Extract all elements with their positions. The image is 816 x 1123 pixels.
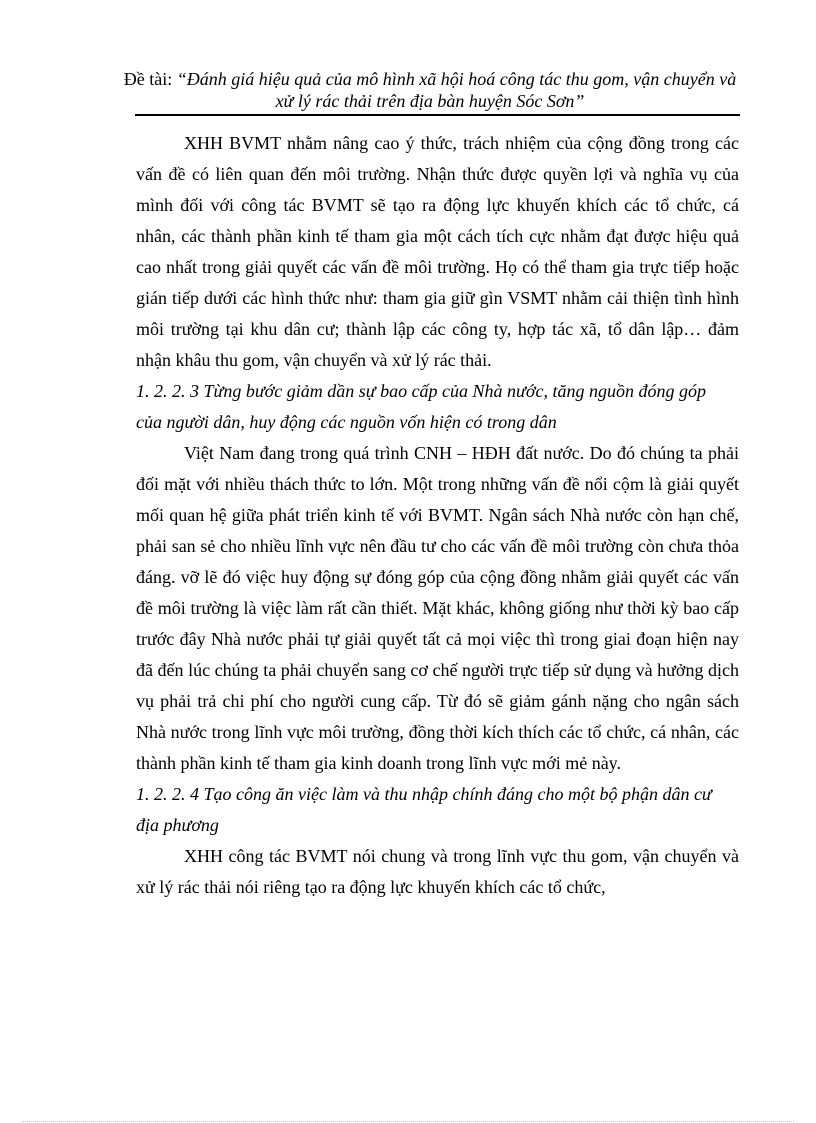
section-heading-1-2-2-3: 1. 2. 2. 3 Từng bước giảm dần sự bao cấp của Nhà nước, tăng nguồn đóng góp của người dân, huy động các nguồn vốn hiện có trong dân <box>136 381 706 432</box>
page-bottom-border <box>22 1121 794 1122</box>
page-header <box>120 68 740 112</box>
section-heading-1-2-2-4: 1. 2. 2. 4 Tạo công ăn việc làm và thu nhập chính đáng cho một bộ phận dân cư địa phương <box>136 784 712 835</box>
document-body <box>136 128 739 903</box>
header-divider <box>135 114 740 116</box>
header-title: “Đánh giá hiệu quả của mô hình xã hội hoá công tác thu gom, vận chuyển và xử lý rác thải trên địa bàn huyện Sóc Sơn” <box>176 69 737 111</box>
header-label: Đề tài: <box>123 69 173 89</box>
paragraph-3: XHH công tác BVMT nói chung và trong lĩnh vực thu gom, vận chuyển và xử lý rác thải nói riêng tạo ra động lực khuyến khích các tổ chức, <box>136 846 739 897</box>
paragraph-1: XHH BVMT nhằm nâng cao ý thức, trách nhiệm của cộng đồng trong các vấn đề có liên quan đến môi trường. Nhận thức được quyền lợi và nghĩa vụ của mình đối với công tác BVMT sẽ tạo ra động lực khuyến khích các tổ chức, cá nhân, các thành phần kinh tế tham gia một cách tích cực nhằm đạt được hiệu quả cao nhất trong giải quyết các vấn đề môi trường. Họ có thể tham gia trực tiếp hoặc gián tiếp dưới các hình thức như: tham gia giữ gìn VSMT nhằm cải thiện tình hình môi trường tại khu dân cư; thành lập các công ty, hợp tác xã, tổ dân lập… đảm nhận khâu thu gom, vận chuyển và xử lý rác thải. <box>136 133 739 370</box>
paragraph-2: Việt Nam đang trong quá trình CNH – HĐH đất nước. Do đó chúng ta phải đối mặt với nhiều thách thức to lớn. Một trong những vấn đề nổi cộm là giải quyết mối quan hệ giữa phát triển kinh tế với BVMT. Ngân sách Nhà nước còn hạn chế, phải san sẻ cho nhiều lĩnh vực nên đầu tư cho các vấn đề môi trường còn chưa thỏa đáng. vỡ lẽ đó việc huy động sự đóng góp của cộng đồng nhằm giải quyết các vấn đề môi trường là việc làm rất cần thiết. Mặt khác, không giống như thời kỳ bao cấp trước đây Nhà nước phải tự giải quyết tất cả mọi việc thì trong giai đoạn hiện nay đã đến lúc chúng ta phải chuyển sang cơ chế người trực tiếp sử dụng và hưởng dịch vụ phải trả chi phí cho người cung cấp. Từ đó sẽ giảm gánh nặng cho ngân sách Nhà nước trong lĩnh vực môi trường, đồng thời kích thích các tổ chức, cá nhân, các thành phần kinh tế tham gia kinh doanh trong lĩnh vực mới mẻ này. <box>136 443 739 773</box>
